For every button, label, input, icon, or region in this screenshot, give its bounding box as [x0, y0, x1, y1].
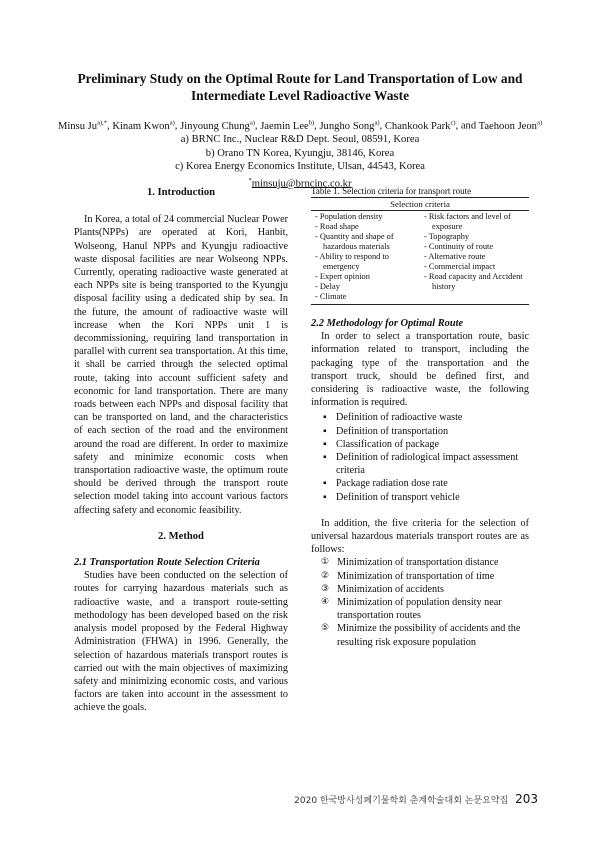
criteria-item: - Ability to respond to emergency — [315, 252, 389, 271]
paper-title: Preliminary Study on the Optimal Route for Land Transportation of Low and Intermediate Level Radioactive Waste — [77, 71, 523, 103]
required-info-list — [311, 411, 529, 503]
criteria-item: - Continuity of route — [424, 242, 494, 251]
criteria-item: - Climate — [315, 292, 347, 301]
bullet-icon: ▪ — [323, 452, 327, 464]
subsection-heading-methodology: 2.2 Methodology for Optimal Route — [311, 318, 464, 329]
author: Jaemin Lee$^{b)}$ — [260, 119, 315, 132]
bullet-icon: ▪ — [323, 425, 327, 437]
list-item: ▪ Definition of radiological impact assessment criteria — [323, 452, 519, 477]
right-column — [311, 186, 529, 649]
criteria-item: - Road shape — [315, 222, 359, 231]
introduction-text: In Korea, a total of 24 commercial Nuclear Power Plants(NPPs) are operated at Kori, Hanbit, Wolseong, Hanul NPPs and Kyungju radioactive waste disposal facilities are near Wolseong NPPs. Currently, operating radioactive waste generated at each NPPs site is being transported to the Kyungju disposal facility using a dedicated ship by sea. In the future, the amount of radioactive waste will increase when the Kori NPPs unit 1 is decommissioning, requiring land transportation in parallel with current sea transportation. At this time, it shall be carried through the selected optimal route, taking into account sufficient safety and economic for land transportation. There are many roads between each NPPs and disposal facility that can be transported on land, and the characteristics of each section of the road and the environment around the road are different. In order to maximize safety and minimize economic costs when transportation radioactive waste, the optimum route should be derived through the transport route selection model taking into account various factors affecting safety and economic feasibility. — [74, 214, 288, 516]
bullet-icon: ▪ — [323, 412, 327, 424]
list-item: ① Minimization of transportation distance — [321, 557, 499, 569]
author-block — [40, 116, 560, 191]
criteria-item: - Road capacity and Accident history — [424, 272, 523, 291]
author: Kinam Kwon$^{a)}$ — [112, 119, 175, 132]
page-footer — [294, 792, 538, 806]
methodology-text: In order to select a transportation route, basic information related to transport, including the packaging type of the transportation and the transport truck, should be defined first, and considering is radioactive waste, the following information is required. — [311, 331, 529, 409]
list-item: ▪ Definition of radioactive waste — [323, 412, 463, 424]
criteria-item: - Quantity and shape of hazardous materials — [315, 232, 394, 251]
criteria-item: - Alternative route — [424, 252, 486, 261]
list-item: ▪ Classification of package — [323, 438, 439, 450]
criteria-item: - Delay — [315, 282, 340, 291]
author: Chankook Park$^{c)}$ — [384, 119, 456, 132]
criteria-item: - Population density — [315, 212, 383, 221]
route-criteria-text: Studies have been conducted on the selection of routes for carrying hazardous materials such as radioactive waste, and a transport route-setting methodology has been developed based on the risk analysis model proposed by the Federal Highway Administration (FHWA) in 1996. Generally, the selection of hazardous materials transport routes is carried out with the main objectives of maximizing safety and minimizing economic costs, and various factors are taken into account in the assessment to achieve the goals. — [74, 570, 288, 714]
criteria-item: - Expert opinion — [315, 272, 370, 281]
proceedings-name: 2020 한국방사성폐기물학회 춘계학술대회 논문요약집 — [294, 796, 509, 806]
criteria-intro-text: In addition, the five criteria for the selection of universal hazardous materials transport routes are as follows: — [311, 517, 529, 556]
list-item: ▪ Definition of transportation — [323, 425, 449, 437]
author: Jungho Song$^{a)}$ — [319, 119, 380, 132]
bullet-icon: ▪ — [323, 491, 327, 503]
criteria-column-right — [420, 211, 529, 305]
subsection-heading-route-criteria: 2.1 Transportation Route Selection Criteria — [74, 557, 260, 569]
affiliation: c) Korea Energy Economics Institute, Ulsan, 44543, Korea — [175, 161, 425, 173]
five-criteria-list — [311, 556, 529, 648]
left-column — [74, 186, 288, 715]
section-heading-introduction: 1. Introduction — [146, 187, 216, 198]
bullet-icon: ▪ — [323, 478, 327, 490]
affiliation: b) Orano TN Korea, Kyungju, 38146, Korea — [205, 147, 395, 159]
affiliation: a) BRNC Inc., Nuclear R&D Dept. Seoul, 08591, Korea — [180, 134, 420, 146]
section-heading-method: 2. Method — [158, 530, 204, 542]
list-item: ▪ Package radiation dose rate — [323, 478, 448, 490]
criteria-item: - Topography — [424, 232, 470, 241]
corresponding-email[interactable]: *minsuju@brncinc.co.kr — [248, 176, 352, 190]
list-item: ▪ Definition of transport vehicle — [323, 491, 460, 503]
criteria-item: - Risk factors and level of exposure — [424, 212, 511, 231]
author: Jinyoung Chung$^{a)}$ — [180, 119, 255, 132]
table-header: Selection criteria — [311, 198, 529, 211]
author: Minsu $Ju^{a),*}$ — [57, 119, 108, 132]
list-item: ② Minimization of transportation of time — [321, 570, 495, 582]
list-item: ③ Minimization of accidents — [321, 583, 444, 595]
page-number: 203 — [515, 792, 538, 806]
selection-criteria-table — [311, 186, 529, 305]
author-list: Minsu $Ju^{a),*}$, Kinam Kwon$^{a)}$, Jinyoung Chung$^{a)}$, Jaemin Lee$^{b)}$, Jungho Song$^{a)}$, Chankook Park$^{c)}$, and Taehoon Jeon$^{a)}$ — [57, 119, 543, 132]
criteria-item: - Commercial impact — [424, 262, 496, 271]
author: Taehoon Jeon$^{a)}$ — [478, 119, 543, 132]
bullet-icon: ▪ — [323, 438, 327, 450]
list-item: ⑤ Minimize the possibility of accidents and the resulting risk exposure population — [321, 623, 521, 648]
criteria-column-left — [311, 211, 420, 305]
list-item: ④ Minimization of population density near transportation routes — [321, 597, 502, 622]
table-caption: Table 1. Selection criteria for transport route — [311, 186, 472, 196]
